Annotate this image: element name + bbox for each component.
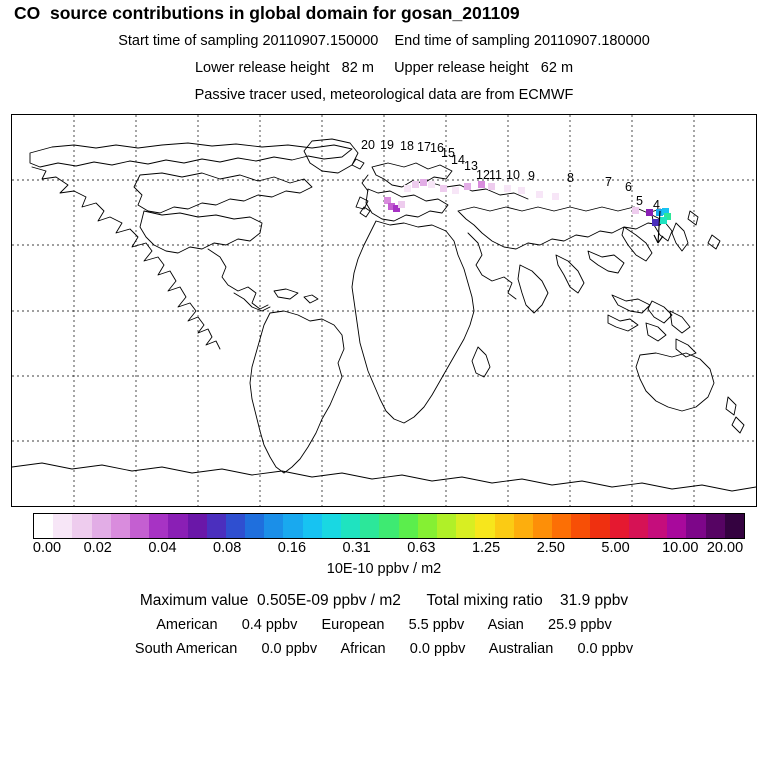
region-name: European — [321, 617, 385, 633]
region-value: 0.4 ppbv — [241, 617, 298, 633]
colorbar-swatch — [379, 514, 398, 538]
colorbar — [33, 513, 745, 539]
colorbar-swatch — [418, 514, 437, 538]
trajectory-day-label: 6 — [625, 180, 632, 194]
end-time-label: End time of sampling — [394, 33, 530, 49]
plume-cell — [632, 207, 639, 214]
colorbar-tick: 5.00 — [601, 540, 630, 556]
plume-cell — [452, 187, 459, 194]
colorbar-tick: 0.16 — [277, 540, 307, 556]
colorbar-swatch — [92, 514, 111, 538]
plume-cell — [552, 193, 559, 200]
plume-cell — [652, 219, 659, 226]
colorbar-tick: 0.00 — [32, 540, 62, 556]
total-mixing-label: Total mixing ratio — [426, 592, 543, 609]
colorbar-swatch — [130, 514, 149, 538]
world-map-svg — [12, 115, 756, 506]
region-name: Asian — [487, 617, 524, 633]
colorbar-swatch — [571, 514, 590, 538]
region-value: 0.0 ppbv — [577, 641, 634, 657]
colorbar-swatch — [303, 514, 322, 538]
release-height-line — [0, 60, 768, 76]
colorbar-swatch — [514, 514, 533, 538]
trajectory-day-label: 7 — [605, 175, 612, 189]
colorbar-tick: 1.25 — [471, 540, 501, 556]
colorbar-swatch — [667, 514, 686, 538]
plume-cell — [536, 191, 543, 198]
colorbar-swatch — [552, 514, 571, 538]
plume-cell — [488, 183, 495, 190]
colorbar-unit-label: 10E-10 ppbv / m2 — [326, 561, 442, 577]
lower-release-label: Lower release height — [194, 60, 330, 76]
trajectory-day-label: 8 — [567, 171, 574, 185]
total-mixing-value: 31.9 ppbv — [560, 592, 629, 609]
plume-cell — [384, 197, 391, 204]
trajectory-day-label: 5 — [636, 194, 643, 208]
end-time-value: 20110907.180000 — [533, 33, 650, 49]
colorbar-swatch — [207, 514, 226, 538]
trajectory-day-label: 16 — [430, 141, 444, 155]
plume-cell — [478, 181, 485, 188]
colorbar-swatch — [725, 514, 744, 538]
trajectory-day-label: 13 — [464, 159, 478, 173]
colorbar-tick: 0.04 — [148, 540, 177, 556]
region-name: African — [340, 641, 386, 657]
plume-cell — [660, 217, 667, 224]
summary-line — [0, 592, 768, 610]
trajectory-day-label: 18 — [400, 139, 414, 153]
plume-cell — [464, 183, 471, 190]
colorbar-swatch — [475, 514, 494, 538]
colorbar-swatch — [34, 514, 53, 538]
colorbar-tick: 20.00 — [706, 540, 744, 556]
plume-cell — [504, 185, 511, 192]
colorbar-swatch — [629, 514, 648, 538]
colorbar-swatch — [437, 514, 456, 538]
plume-cell — [398, 201, 405, 208]
colorbar-tick: 0.63 — [407, 540, 436, 556]
region-row-1 — [0, 617, 768, 633]
region-name: American — [156, 617, 218, 633]
trajectory-day-label: 17 — [417, 140, 431, 154]
start-time-value: 20110907.150000 — [262, 33, 379, 49]
colorbar-swatch — [706, 514, 725, 538]
plume-cell — [440, 185, 447, 192]
colorbar-swatch — [399, 514, 418, 538]
plume-cell — [518, 187, 525, 194]
trajectory-day-label: 19 — [380, 138, 394, 152]
sampling-time-line — [0, 33, 768, 49]
colorbar-swatch — [533, 514, 552, 538]
colorbar-swatch — [53, 514, 72, 538]
colorbar-swatch — [168, 514, 187, 538]
colorbar-swatch — [226, 514, 245, 538]
trajectory-day-label: 14 — [451, 153, 465, 167]
plume-cell — [420, 179, 427, 186]
upper-release-label: Upper release height — [394, 60, 529, 76]
trajectory-day-label: 4 — [653, 198, 660, 212]
colorbar-swatch — [360, 514, 379, 538]
region-value: 5.5 ppbv — [408, 617, 465, 633]
world-map-panel — [11, 114, 757, 507]
colorbar-swatch — [72, 514, 91, 538]
trajectory-day-label: 10 — [506, 168, 520, 182]
colorbar-tick: 0.08 — [213, 540, 242, 556]
colorbar-swatch — [648, 514, 667, 538]
plume-cell — [404, 185, 411, 192]
plume-cell — [412, 181, 419, 188]
max-value-label: Maximum value — [139, 592, 249, 609]
region-name: Australian — [488, 641, 554, 657]
colorbar-tick: 2.50 — [536, 540, 565, 556]
colorbar-swatch — [149, 514, 168, 538]
colorbar-swatch — [686, 514, 705, 538]
colorbar-swatch — [495, 514, 514, 538]
colorbar-tick: 0.31 — [342, 540, 371, 556]
trajectory-day-label: 20 — [361, 138, 375, 152]
start-time-label: Start time of sampling — [118, 33, 259, 49]
colorbar-swatch — [283, 514, 302, 538]
page-title: CO source contributions in global domain for gosan_201109 — [14, 3, 520, 23]
plume-cell — [646, 209, 653, 216]
trajectory-day-label: 9 — [528, 169, 535, 183]
colorbar-swatch — [456, 514, 475, 538]
region-value: 0.0 ppbv — [409, 641, 466, 657]
colorbar-swatch — [590, 514, 609, 538]
plume-cell — [428, 181, 435, 188]
lower-release-value: 82 m — [341, 60, 374, 76]
region-name: South American — [134, 641, 238, 657]
colorbar-swatch — [188, 514, 207, 538]
trajectory-day-label: 11 — [489, 168, 502, 182]
method-note: Passive tracer used, meteorological data are from ECMWF — [194, 87, 574, 103]
colorbar-swatch — [341, 514, 360, 538]
colorbar-swatch — [111, 514, 130, 538]
colorbar-tick: 10.00 — [662, 540, 699, 556]
region-value: 0.0 ppbv — [261, 641, 318, 657]
colorbar-swatch — [245, 514, 264, 538]
trajectory-day-label: 15 — [441, 146, 455, 160]
upper-release-value: 62 m — [540, 60, 574, 76]
colorbar-swatch — [610, 514, 629, 538]
max-value: 0.505E-09 ppbv / m2 — [257, 592, 401, 609]
region-row-2 — [0, 641, 768, 657]
colorbar-swatch — [322, 514, 341, 538]
region-value: 25.9 ppbv — [548, 617, 612, 633]
trajectory-day-label: 12 — [476, 168, 490, 182]
colorbar-swatch — [264, 514, 283, 538]
colorbar-tick: 0.02 — [83, 540, 112, 556]
colorbar-tick-labels — [0, 540, 768, 558]
